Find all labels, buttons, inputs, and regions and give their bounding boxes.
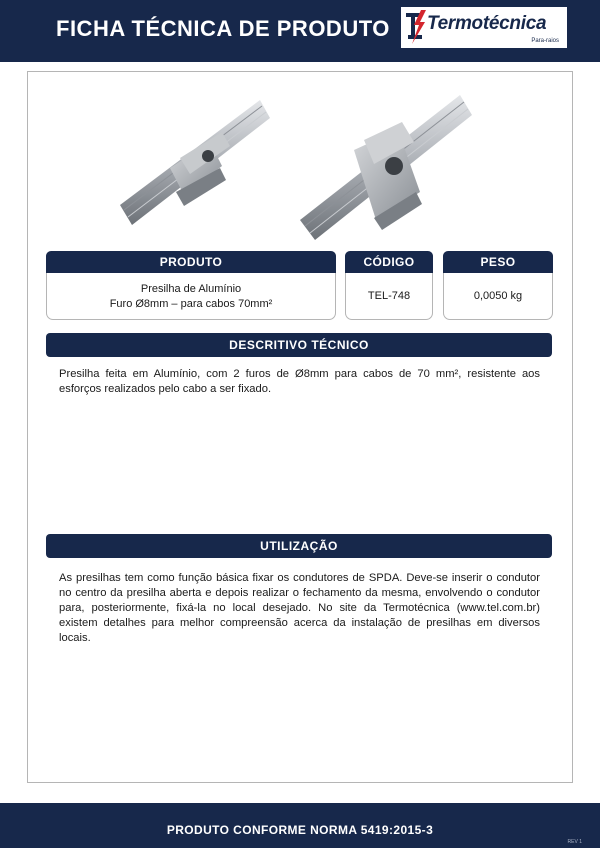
clamp-on-cable-right <box>300 95 472 240</box>
footer-bar <box>0 803 600 848</box>
produto-name: Presilha de Alumínio <box>140 282 242 295</box>
descritivo-heading: DESCRITIVO TÉCNICO <box>46 333 552 357</box>
produto-detail: Furo Ø8mm – para cabos 70mm² <box>109 297 273 310</box>
codigo-header: CÓDIGO <box>345 251 433 273</box>
peso-header: PESO <box>443 251 553 273</box>
codigo-value: TEL-748 <box>367 290 411 302</box>
product-photo <box>110 80 490 250</box>
utilizacao-text: As presilhas tem como função básica fixar os condutores de SPDA. Deve-se inserir o condutor no centro da presilha aberta e depois realizar o fechamento da mesma, envolvendo o condutor para, posteriormente, fixá-la no local desejado. No site da Termotécnica (www.tel.com.br) existem detalhes para melhor compreensão acerca da instalação de presilhas em diversos locais. <box>59 572 540 644</box>
utilizacao-heading: UTILIZAÇÃO <box>46 534 552 558</box>
logo-tagline: Para-raios <box>531 38 559 44</box>
produto-header: PRODUTO <box>46 251 336 273</box>
peso-cell <box>443 273 553 320</box>
produto-cell <box>46 273 336 320</box>
revision-label: REV 1 <box>567 839 582 845</box>
header-bar <box>0 0 600 62</box>
page-title: FICHA TÉCNICA DE PRODUTO <box>56 16 390 41</box>
clamp-on-cable-left <box>120 100 270 225</box>
peso-value: 0,0050 kg <box>473 290 523 302</box>
footer-norm-text: PRODUTO CONFORME NORMA 5419:2015-3 <box>166 823 434 837</box>
company-logo <box>401 7 567 48</box>
descritivo-text: Presilha feita em Alumínio, com 2 furos de Ø8mm para cabos de 70 mm², resistente aos esforços realizados pelo cabo a ser fixado. <box>59 368 540 395</box>
codigo-cell <box>345 273 433 320</box>
logo-wordmark: Termotécnica <box>427 13 547 34</box>
lightning-logo-icon <box>405 10 427 44</box>
